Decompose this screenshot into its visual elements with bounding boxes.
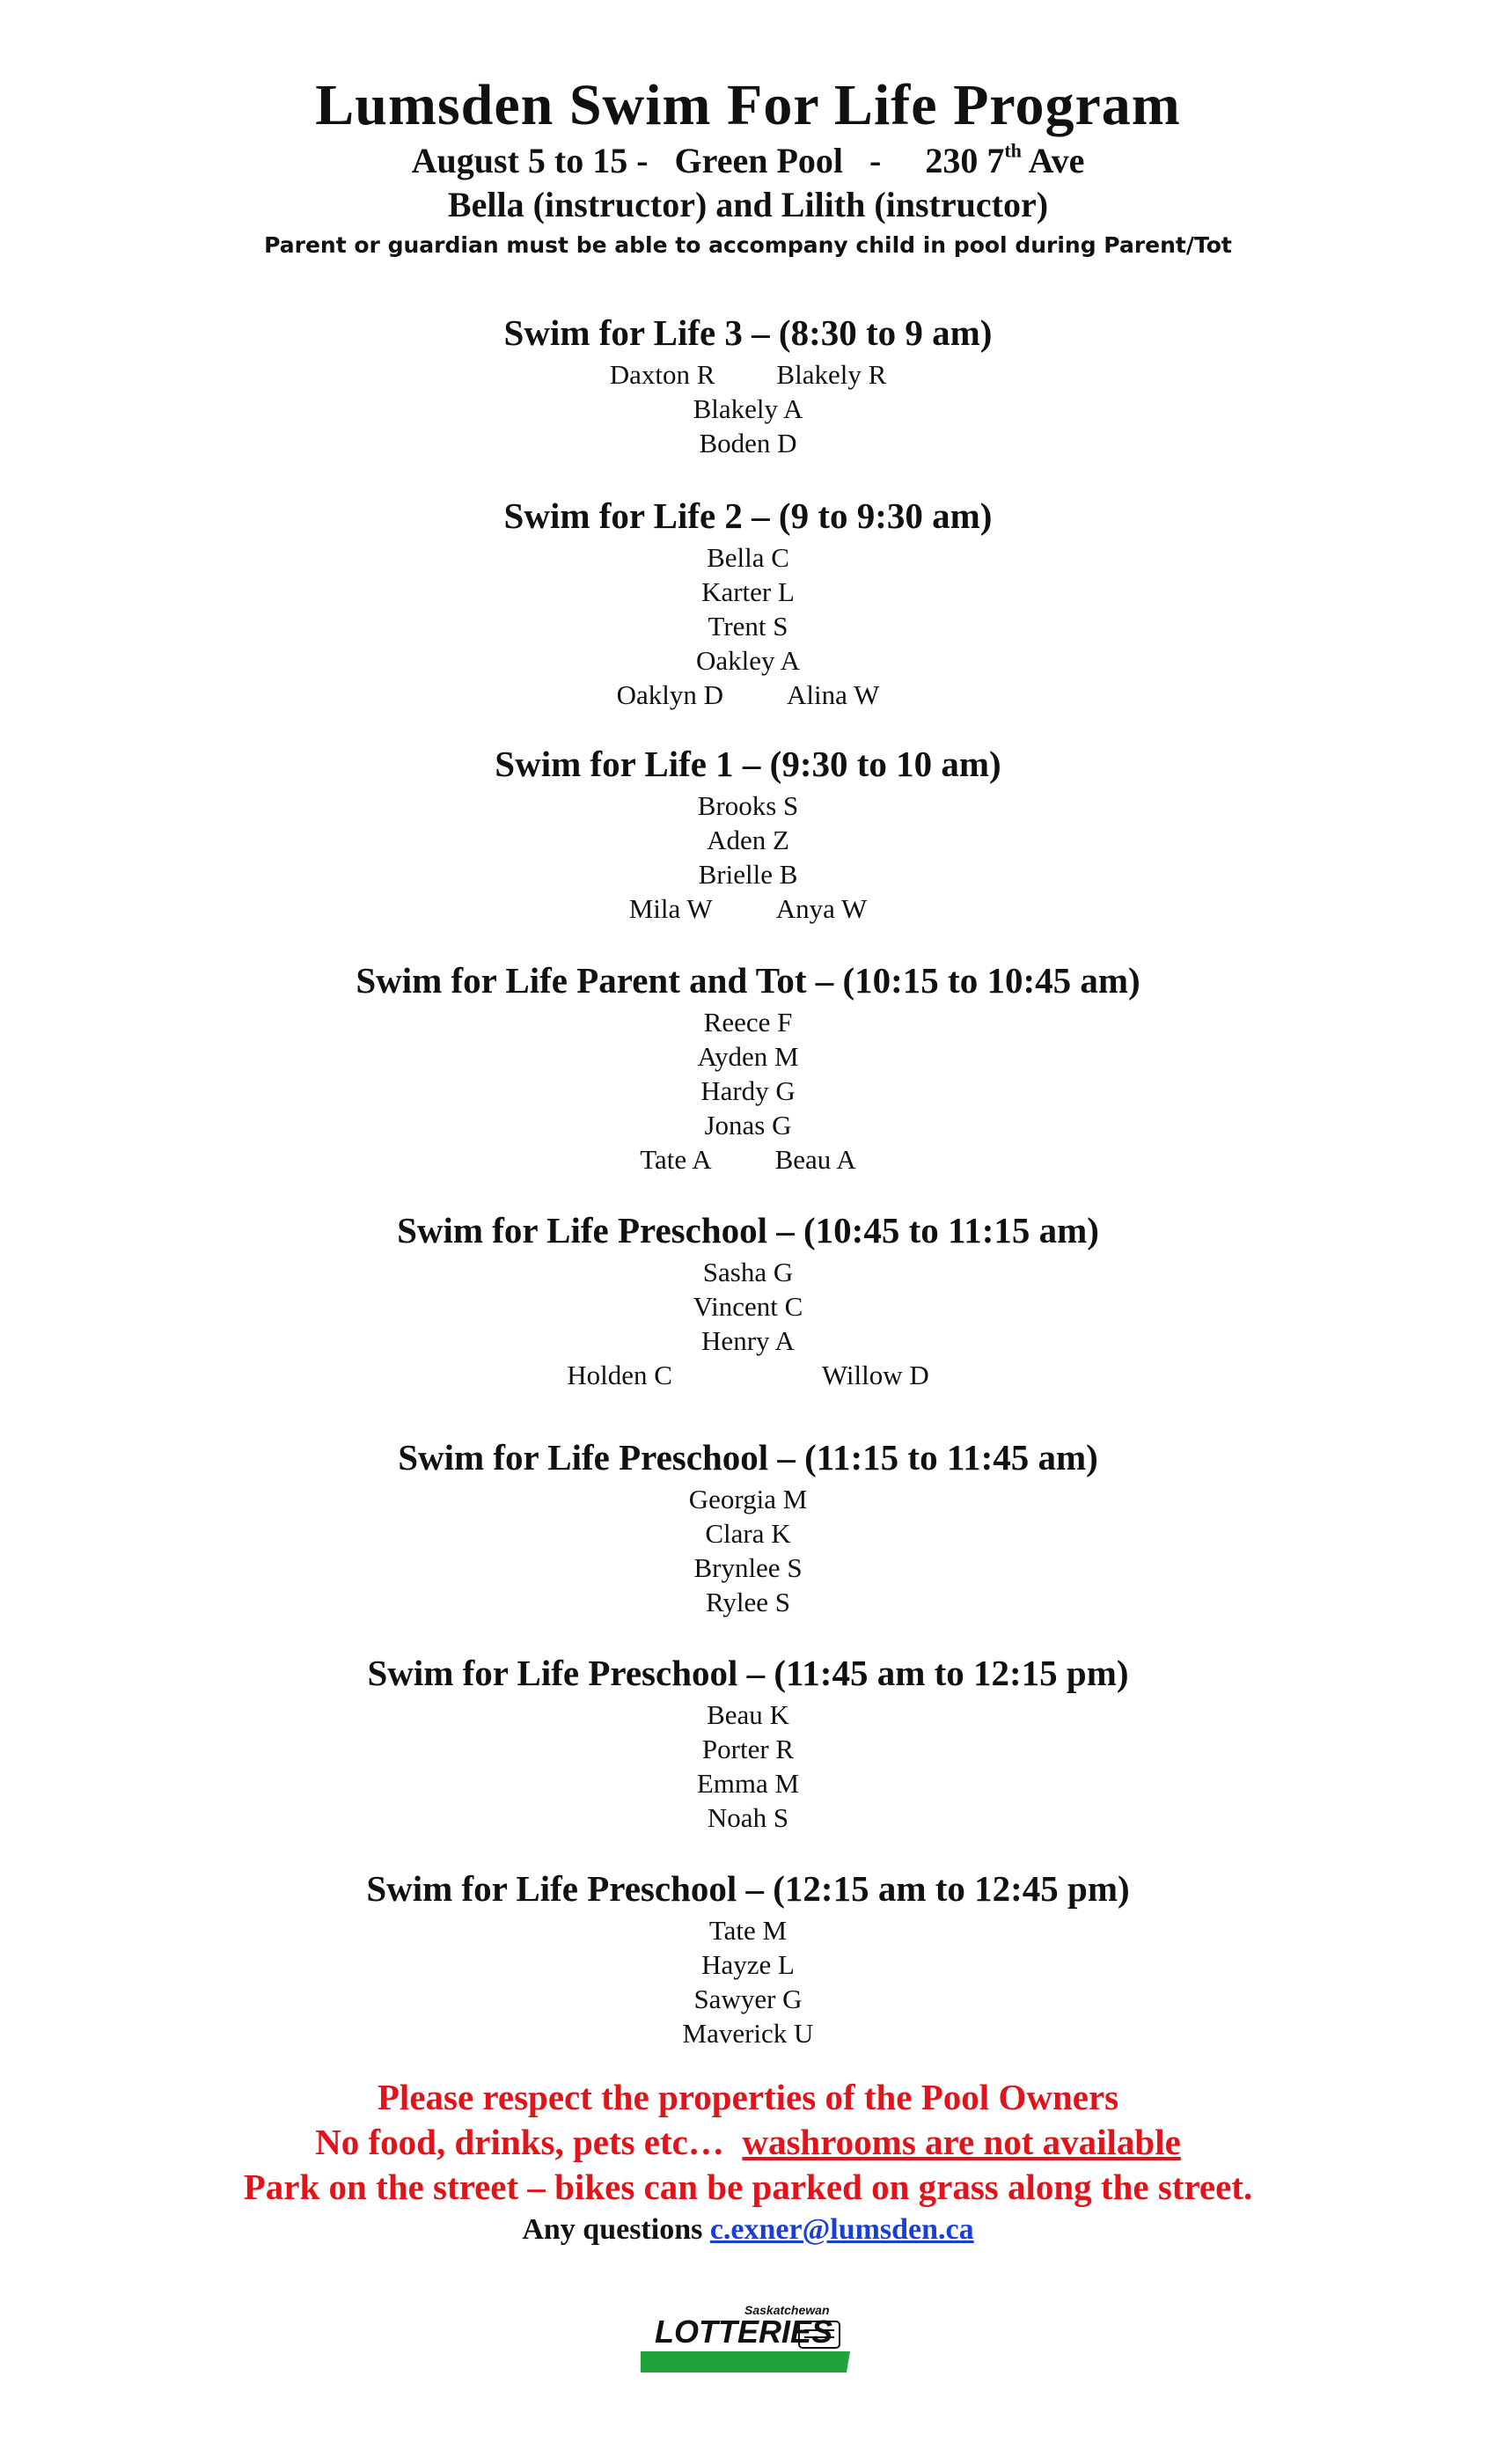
participant-name: Ayden M bbox=[697, 1041, 799, 1072]
participant-name: Jonas G bbox=[704, 1110, 792, 1140]
session-block bbox=[0, 1866, 1496, 2050]
participant-list bbox=[0, 1913, 1496, 2050]
participant-name: Daxton R bbox=[609, 359, 715, 390]
participant-row bbox=[0, 1039, 1496, 1074]
participant-name: Clara K bbox=[705, 1518, 791, 1549]
session-block bbox=[0, 310, 1496, 460]
participant-name: Trent S bbox=[708, 611, 788, 642]
participant-name: Sasha G bbox=[702, 1257, 794, 1287]
dates-end: Ave bbox=[1021, 141, 1085, 180]
participant-list bbox=[0, 1482, 1496, 1619]
page-title: Lumsden Swim For Life Program bbox=[315, 73, 1181, 137]
participant-list bbox=[0, 357, 1496, 460]
participant-row bbox=[0, 1142, 1496, 1177]
participant-name: Brielle B bbox=[698, 859, 798, 890]
participant-row bbox=[0, 575, 1496, 609]
participant-name: Reece F bbox=[703, 1007, 793, 1038]
rules-line-2-prefix: No food, drinks, pets etc… bbox=[315, 2122, 743, 2162]
participant-name: Hayze L bbox=[701, 1949, 795, 1980]
dates-superscript: th bbox=[1004, 139, 1022, 162]
participant-name: Georgia M bbox=[688, 1484, 808, 1514]
session-title: Swim for Life Preschool – (11:45 am to 12:15 pm) bbox=[367, 1653, 1129, 1693]
participant-row bbox=[0, 357, 1496, 392]
logo-small-text: Saskatchewan bbox=[744, 2303, 830, 2317]
participant-name: Willow D bbox=[821, 1360, 929, 1390]
session-title: Swim for Life Preschool – (12:15 am to 12:45 pm) bbox=[366, 1868, 1130, 1909]
participant-row bbox=[0, 1482, 1496, 1516]
participant-name: Hardy G bbox=[700, 1075, 796, 1106]
participant-name: Emma M bbox=[696, 1768, 800, 1799]
participant-name: Sawyer G bbox=[693, 1984, 803, 2014]
participant-row bbox=[0, 1947, 1496, 1982]
participant-name: Boden D bbox=[699, 428, 797, 458]
participant-name: Tate M bbox=[708, 1915, 788, 1946]
participant-row bbox=[0, 1585, 1496, 1619]
participant-list bbox=[0, 1005, 1496, 1177]
participant-row bbox=[0, 788, 1496, 823]
participant-row bbox=[0, 857, 1496, 891]
participant-name: Mila W bbox=[628, 893, 713, 924]
session-block bbox=[0, 741, 1496, 926]
participant-row bbox=[0, 1005, 1496, 1039]
session-title: Swim for Life 2 – (9 to 9:30 am) bbox=[503, 495, 993, 536]
participant-name: Maverick U bbox=[682, 2018, 814, 2049]
participant-row bbox=[0, 1551, 1496, 1585]
rules-line-1: Please respect the properties of the Pool Owners bbox=[377, 2077, 1119, 2117]
participant-row bbox=[0, 823, 1496, 857]
participant-list bbox=[0, 788, 1496, 926]
participant-row bbox=[0, 609, 1496, 643]
rules-line-3: Park on the street – bikes can be parked on grass along the street. bbox=[243, 2167, 1253, 2207]
participant-name: Aden Z bbox=[707, 825, 789, 855]
participant-row bbox=[0, 1982, 1496, 2016]
participant-name: Blakely A bbox=[693, 393, 803, 424]
participant-name: Noah S bbox=[707, 1802, 789, 1833]
participant-row bbox=[0, 678, 1496, 712]
participant-row bbox=[0, 2016, 1496, 2050]
participant-row bbox=[0, 392, 1496, 426]
participant-row bbox=[0, 1913, 1496, 1947]
pool-rules bbox=[0, 2075, 1496, 2210]
session-title: Swim for Life Parent and Tot – (10:15 to 10:45 am) bbox=[356, 960, 1140, 1001]
contact-email-link[interactable]: c.exner@lumsden.ca bbox=[709, 2213, 974, 2246]
participant-list bbox=[0, 540, 1496, 712]
participant-row bbox=[0, 643, 1496, 678]
session-title: Swim for Life Preschool – (11:15 to 11:45 am) bbox=[398, 1437, 1098, 1478]
participant-list bbox=[0, 1255, 1496, 1392]
participant-row bbox=[0, 1074, 1496, 1108]
session-block bbox=[0, 1650, 1496, 1835]
session-title: Swim for Life Preschool – (10:45 to 11:15 am) bbox=[397, 1210, 1099, 1250]
session-title: Swim for Life 3 – (8:30 to 9 am) bbox=[503, 312, 993, 353]
participant-name: Oaklyn D bbox=[616, 679, 724, 710]
participant-name: Porter R bbox=[701, 1734, 795, 1764]
participant-name: Brynlee S bbox=[693, 1552, 803, 1583]
participant-row bbox=[0, 1516, 1496, 1551]
rules-line-2 bbox=[0, 2120, 1496, 2165]
participant-row bbox=[0, 891, 1496, 926]
participant-row bbox=[0, 426, 1496, 460]
participant-row bbox=[0, 540, 1496, 575]
participant-name: Henry A bbox=[701, 1325, 795, 1356]
participant-row bbox=[0, 1324, 1496, 1358]
participant-list bbox=[0, 1698, 1496, 1835]
participant-row bbox=[0, 1289, 1496, 1324]
participant-row bbox=[0, 1108, 1496, 1142]
session-block bbox=[0, 1434, 1496, 1619]
instructors-line: Bella (instructor) and Lilith (instructor) bbox=[447, 185, 1049, 224]
questions-label: Any questions bbox=[522, 2213, 710, 2246]
participant-name: Alina W bbox=[787, 679, 880, 710]
logo-green-bar bbox=[641, 2351, 850, 2372]
dates-text: August 5 to 15 - Green Pool - 230 7 bbox=[411, 141, 1005, 180]
participant-name: Blakely R bbox=[776, 359, 887, 390]
participant-name: Beau K bbox=[707, 1699, 789, 1730]
participant-name: Bella C bbox=[707, 542, 789, 573]
parent-guardian-note: Parent or guardian must be able to accompany child in pool during Parent/Tot bbox=[264, 232, 1232, 258]
participant-row bbox=[0, 1732, 1496, 1766]
participant-name: Anya W bbox=[775, 893, 868, 924]
participant-row bbox=[0, 1255, 1496, 1289]
participant-name: Beau A bbox=[774, 1144, 856, 1175]
session-title: Swim for Life 1 – (9:30 to 10 am) bbox=[495, 744, 1001, 784]
participant-name: Holden C bbox=[567, 1360, 672, 1390]
session-block bbox=[0, 493, 1496, 712]
participant-row bbox=[0, 1800, 1496, 1835]
saskatchewan-lotteries-logo bbox=[641, 2297, 866, 2378]
participant-row bbox=[0, 1358, 1496, 1392]
participant-name: Vincent C bbox=[693, 1291, 803, 1322]
participant-row bbox=[0, 1698, 1496, 1732]
logo-main-text: LOTTERIES bbox=[655, 2314, 833, 2350]
participant-name: Oakley A bbox=[696, 645, 800, 676]
participant-name: Brooks S bbox=[697, 790, 799, 821]
washrooms-notice: washrooms are not available bbox=[742, 2122, 1181, 2162]
participant-name: Rylee S bbox=[705, 1587, 791, 1617]
participant-name: Karter L bbox=[701, 576, 795, 607]
session-block bbox=[0, 1207, 1496, 1392]
participant-name: Tate A bbox=[640, 1144, 712, 1175]
participant-row bbox=[0, 1766, 1496, 1800]
questions-line bbox=[0, 2211, 1496, 2249]
session-block bbox=[0, 957, 1496, 1177]
dates-location bbox=[0, 139, 1496, 183]
